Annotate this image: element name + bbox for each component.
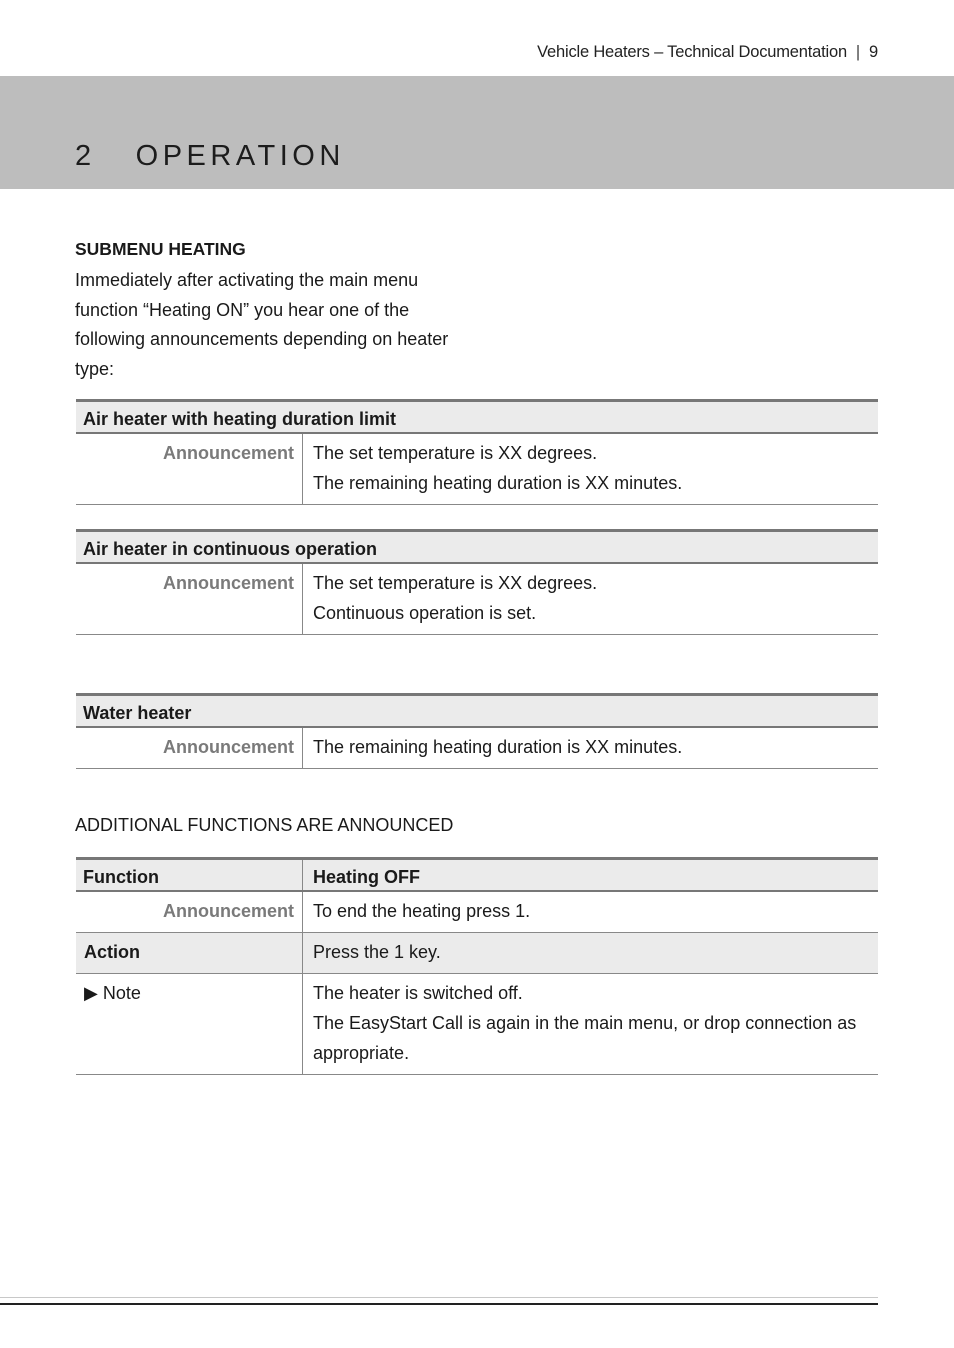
row-label: ▶ Note: [76, 974, 303, 1074]
intro-paragraph: Immediately after activating the main menu function “Heating ON” you hear one of the following announcements depending on heater type:: [75, 270, 449, 379]
document-title: Vehicle Heaters – Technical Documentation: [537, 43, 847, 61]
table-row: [76, 728, 878, 769]
additional-functions-heading: ADDITIONAL FUNCTIONS ARE ANNOUNCED: [75, 815, 454, 835]
header-separator: |: [855, 43, 861, 61]
column-header-heating-off: Heating OFF: [313, 867, 420, 887]
footer-rule-thick: [0, 1303, 878, 1305]
value-line: The set temperature is XX degrees.: [313, 443, 598, 463]
row-label: Announcement: [76, 892, 303, 932]
value-line: The remaining heating duration is XX minutes.: [313, 737, 683, 757]
row-label: Announcement: [76, 728, 303, 768]
row-label: Announcement: [76, 434, 303, 504]
table-row: [76, 564, 878, 635]
row-value: [303, 933, 878, 973]
row-label: Action: [76, 933, 303, 973]
table-header-row: [76, 857, 878, 892]
table-title: Air heater with heating duration limit: [76, 399, 878, 434]
table-row: [76, 933, 878, 974]
chapter-name: OPERATION: [135, 140, 345, 172]
table-air-heater-continuous: [76, 529, 878, 635]
footer-rule-thin: [0, 1297, 878, 1298]
row-value: [303, 974, 878, 1074]
row-value: [303, 564, 878, 634]
table-row: [76, 974, 878, 1075]
table-air-heater-duration-limit: [76, 399, 878, 505]
section-heading: SUBMENU HEATING: [75, 239, 246, 259]
row-label: Announcement: [76, 564, 303, 634]
value-line: To end the heating press 1.: [313, 901, 531, 921]
chapter-title: [75, 140, 345, 173]
table-title: Air heater in continuous operation: [76, 529, 878, 564]
chapter-number: 2: [75, 140, 96, 172]
page-number: 9: [869, 43, 878, 61]
value-line: Press the 1 key.: [313, 942, 441, 962]
value-line: The heater is switched off.: [313, 983, 523, 1003]
value-line: The set temperature is XX degrees.: [313, 573, 598, 593]
row-value: [303, 434, 878, 504]
table-additional-functions: [76, 857, 878, 1075]
value-line: The remaining heating duration is XX minutes.: [313, 473, 683, 493]
column-header-function: Function: [76, 860, 303, 890]
table-row: [76, 434, 878, 505]
row-value: [303, 728, 878, 768]
value-line: Continuous operation is set.: [313, 603, 537, 623]
table-row: [76, 892, 878, 933]
value-line: The EasyStart Call is again in the main menu, or drop connection as appropriate.: [313, 1013, 857, 1063]
table-title: Water heater: [76, 693, 878, 728]
table-water-heater: [76, 693, 878, 769]
running-header: [537, 43, 878, 62]
row-value: [303, 892, 878, 932]
